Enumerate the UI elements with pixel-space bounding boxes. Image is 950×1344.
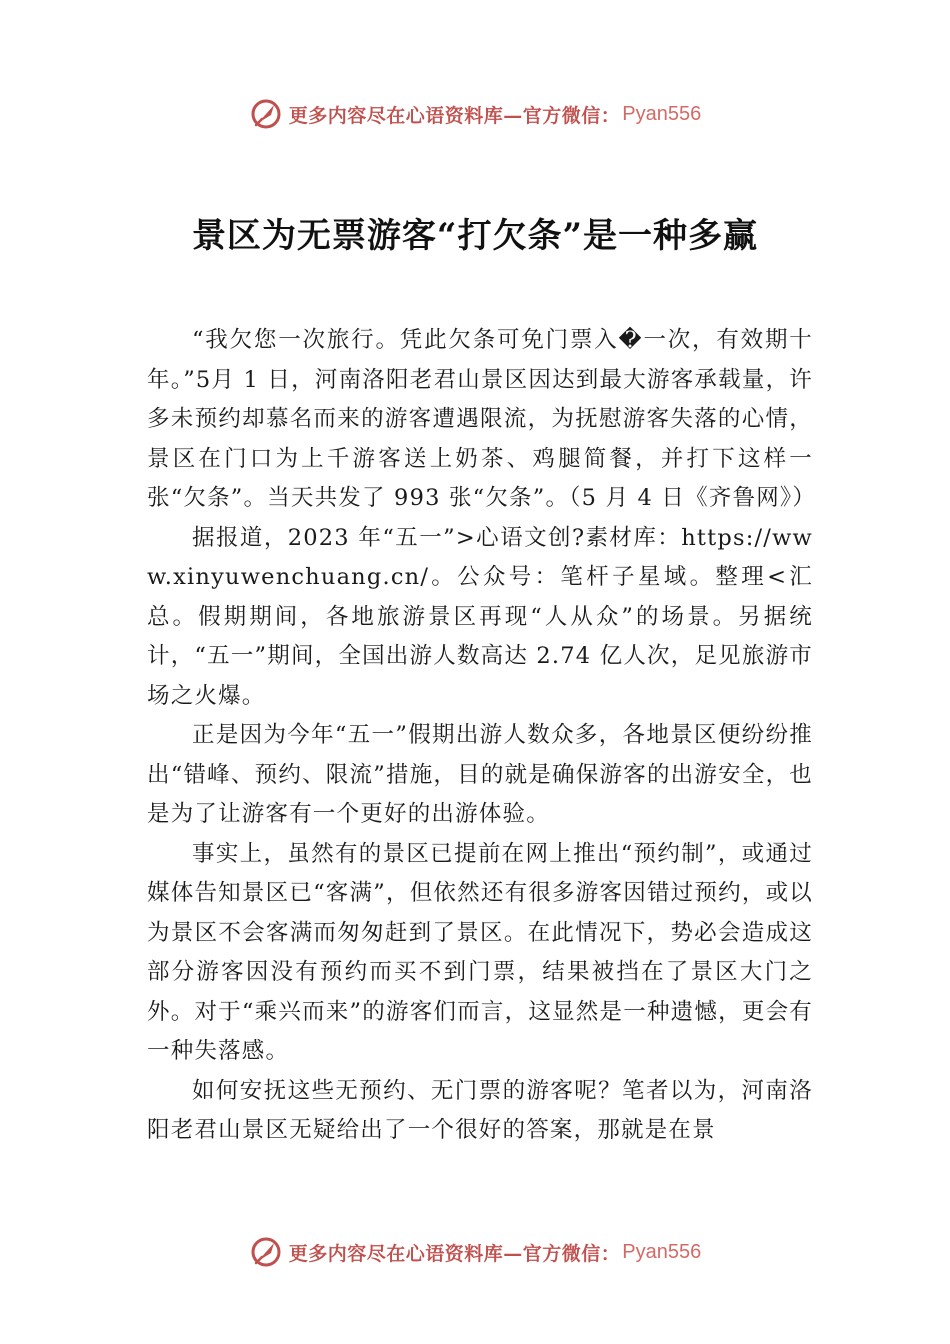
paragraph: 正是因为今年“五一”假期出游人数众多，各地景区便纷纷推出“错峰、预约、限流”措施，目的就是确保游客的出游安全，也是为了让游客有一个更好的出游体验。: [147, 722, 813, 827]
watermark-wechat-id: Pyan556: [622, 102, 702, 125]
watermark-slogan: 更多内容尽在心语资料库—官方微信：: [288, 104, 621, 127]
paragraph: 事实上，虽然有的景区已提前在网上推出“预约制”，或通过媒体告知景区已“客满”，但依然还有很多游客因错过预约，或以为景区不会客满而匆匆赶到了景区。在此情况下，势必会造成这部分游客因没有预约而买不到门票，结果被挡在了景区大门之外。对于“乘兴而来”的游客们而言，这显然是一种遗憾，更会有一种失落感。: [147, 840, 813, 1064]
watermark-slogan: 更多内容尽在心语资料库—官方微信：: [288, 1242, 621, 1265]
footer-watermark: [0, 1232, 950, 1272]
article-body: [147, 321, 817, 1151]
quill-logo-icon: [249, 1235, 283, 1269]
watermark-wechat-id: Pyan556: [622, 1240, 702, 1263]
article-title: 景区为无票游客“打欠条”是一种多赢: [191, 216, 759, 256]
paragraph: 据报道，2023 年“五一”>心语文创?素材库：https://www.xinyuwenchuang.cn/。公众号：笔杆子星域。整理<汇总。假期期间，各地旅游景区再现“人从众”的场景。另据统计，“五一”期间，全国出游人数高达 2.74 亿人次，足见旅游市场之火爆。: [147, 524, 813, 709]
quill-logo-icon: [249, 97, 283, 131]
paragraph: “我欠您一次旅行。凭此欠条可免门票入�一次，有效期十年。”5月 1 日，河南洛阳老君山景区因达到最大游客承载量，许多未预约却慕名而来的游客遭遇限流，为抚慰游客失落的心情，景区在门口为上千游客送上奶茶、鸡腿简餐，并打下这样一张“欠条”。当天共发了 993 张“欠条”。（5 月 4 日《齐鲁网》）: [147, 327, 817, 511]
paragraph: 如何安抚这些无预约、无门票的游客呢？笔者以为，河南洛阳老君山景区无疑给出了一个很好的答案，那就是在景: [147, 1077, 813, 1143]
header-watermark: [0, 94, 950, 134]
